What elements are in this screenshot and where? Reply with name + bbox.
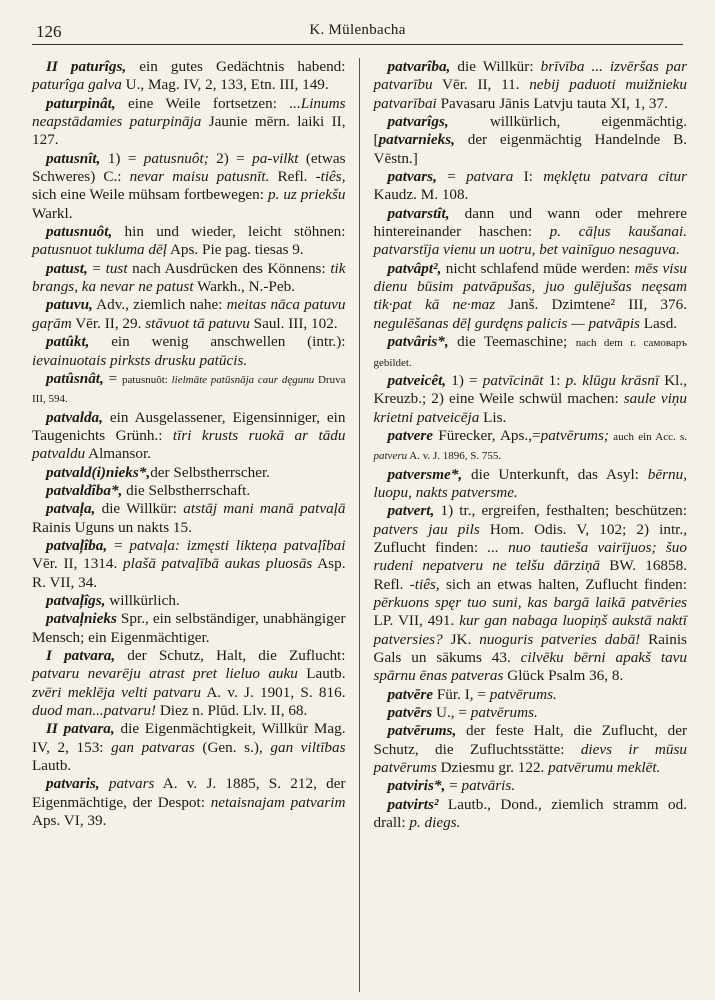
- definition-text: Asp. R. VII, 34.: [32, 555, 346, 591]
- dictionary-entry: [32, 647, 346, 720]
- dictionary-entry: [32, 409, 346, 464]
- note-example-text: patveru: [373, 450, 408, 463]
- example-text: patvērums;: [540, 426, 609, 444]
- example-text: patvīcināt: [482, 371, 544, 389]
- dictionary-entry: [32, 150, 346, 223]
- example-text: ...Linums neapstādamies paturpināja: [32, 94, 346, 131]
- definition-text: hin und wieder, leicht stöhnen:: [112, 223, 346, 241]
- definition-text: (Gen. s.),: [194, 738, 271, 756]
- definition-text: Spr., ein selbständiger, unabhängiger Mensch; ein Eigenmächtiger.: [32, 610, 346, 646]
- definition-text: JK.: [442, 630, 480, 648]
- definition-text: nach Ausdrücken des Könnens:: [127, 259, 331, 277]
- definition-text: =: [103, 369, 122, 387]
- dictionary-entry: [374, 58, 688, 113]
- dictionary-entry: [32, 464, 346, 482]
- example-text: p. klūgu krāsnī: [565, 371, 660, 389]
- example-text: tik brangs, ka nevar ne patust: [32, 259, 346, 296]
- headword: patvere: [387, 426, 434, 444]
- note-example-text: lielmāte patūsnāja caur dęgunu: [171, 373, 315, 386]
- example-text: zvēri meklēja velti patvaru: [32, 683, 201, 701]
- example-text: męklętu patvara citur: [543, 168, 687, 186]
- example-text: patvērums.: [470, 704, 538, 722]
- definition-text: Lis.: [479, 408, 507, 426]
- definition-text: willkürlich.: [105, 591, 180, 609]
- definition-text: der Selbstherrscher.: [150, 463, 270, 481]
- headword: patveicêt,: [387, 371, 447, 389]
- example-text: pērkuons spęr tuo suni, kas bargā laikā patvēries: [373, 593, 687, 611]
- headword: paturpinât,: [46, 94, 116, 112]
- headword: patvaļîgs,: [46, 591, 106, 609]
- definition-text: ein gutes Gedächtnis habend:: [126, 58, 346, 75]
- headword: patûsnât,: [46, 369, 104, 387]
- note-text: auch ein Acc. s.: [608, 430, 688, 443]
- dictionary-entry: [374, 205, 688, 260]
- example-text: patusnuôt;: [143, 149, 209, 167]
- dictionary-entry: [374, 686, 688, 704]
- dictionary-entry: [32, 296, 346, 333]
- definition-text: der feste Halt, die Zuflucht, der Schutz, die Zufluchtsstätte:: [373, 722, 687, 758]
- example-text: duod man...patvaru!: [32, 702, 157, 720]
- headword: patvaļnieks: [46, 610, 117, 628]
- definition-text: A. v. J. 1901, S. 816.: [200, 683, 346, 701]
- definition-text: Almansor.: [85, 445, 151, 463]
- example-text: ... nuo tautieša vairījuos; šuo rudeni nepatveru ne telšu dārziņā: [373, 538, 687, 575]
- dictionary-entry: [374, 260, 688, 333]
- example-text: kur gan nabaga luopiņš aukstā naktī patversies?: [373, 612, 687, 648]
- definition-text: Für. I, =: [433, 685, 490, 703]
- dictionary-entry: [32, 333, 346, 370]
- example-text: patvars: [108, 775, 155, 793]
- example-text: p. cāļus kaušanai. patvarstīja vienu un uotru, bet vainīguo nesaguva.: [373, 223, 687, 259]
- dictionary-entry: [374, 704, 688, 722]
- definition-text: [100, 775, 109, 792]
- definition-text: 2) =: [208, 149, 253, 167]
- headword: patvēre: [387, 685, 434, 703]
- headword: patvald(i)nieks*,: [46, 463, 151, 481]
- headword: patvērs: [387, 704, 433, 722]
- definition-text: Lautb.: [297, 665, 346, 683]
- example-text: negulēšanas dēļ gurdęns palicis — patvāpis: [373, 314, 640, 332]
- definition-text: dann und wann oder mehrere hintereinander haschen:: [373, 204, 687, 241]
- example-text: gan patvaras: [111, 738, 195, 756]
- dictionary-entry: [374, 502, 688, 685]
- example-text: dievs ir mūsu patvērums: [373, 740, 687, 777]
- example-text: p. uz priekšu: [267, 186, 346, 204]
- dictionary-entry: [32, 500, 346, 537]
- example-text: ievainuotais pirksts drusku patūcis.: [32, 351, 248, 369]
- example-text: patvers jau pils: [373, 520, 480, 538]
- example-text: meitas nāca patuvu gaŗām: [32, 296, 346, 332]
- definition-text: sich an etwas halten, Zuflucht finden:: [439, 575, 687, 593]
- definition-text: 1) =: [100, 149, 144, 167]
- example-text: patusnuot tukluma dēļ: [32, 241, 167, 259]
- example-text: -tiês,: [315, 168, 346, 186]
- example-text: tust: [105, 259, 128, 277]
- headword: II patvara,: [46, 720, 115, 738]
- definition-text: =: [107, 536, 130, 554]
- definition-text: Lautb.: [32, 757, 72, 775]
- definition-text: eine Weile fortsetzen:: [115, 94, 290, 112]
- headword: patvarnieks,: [378, 131, 455, 149]
- example-text: saule viņu krietni patveicēja: [373, 390, 687, 426]
- headword: patûkt,: [46, 333, 90, 351]
- example-text: cilvēku bērni apakš tavu spārnu ēnas patveras: [373, 649, 687, 685]
- example-text: pa-vilkt: [252, 149, 299, 167]
- dictionary-entry: [32, 260, 346, 297]
- definition-text: Diez n. Plūd. Llv. II, 68.: [156, 702, 308, 720]
- headword: patversme*,: [387, 465, 463, 483]
- definition-text: =: [87, 259, 106, 277]
- example-text: patvērumu meklēt.: [548, 759, 661, 777]
- example-text: nebij paduoti muižnieku patvarībai: [373, 76, 687, 112]
- definition-text: die Teemaschine;: [448, 333, 576, 351]
- example-text: bērnu, luopu, nakts patversme.: [373, 465, 687, 501]
- note-text: A. v. J. 1896, S. 755.: [407, 450, 502, 463]
- dictionary-entry: [374, 113, 688, 168]
- example-text: stāvuot tā patuvu: [145, 314, 250, 332]
- example-text: patvāris.: [461, 777, 516, 795]
- definition-text: ein wenig anschwellen (intr.):: [89, 333, 346, 351]
- dictionary-entry: [374, 466, 688, 503]
- example-text: patvara: [466, 168, 514, 186]
- headword: patvarîba,: [387, 58, 451, 75]
- definition-text: Vēr. II, 1314.: [32, 555, 123, 573]
- definition-text: nicht schlafend müde werden:: [441, 259, 635, 277]
- headword: II paturîgs,: [46, 58, 127, 75]
- dictionary-entry: [374, 796, 688, 833]
- definition-text: Fürecker, Aps.,=: [433, 426, 541, 444]
- dictionary-entry: [32, 95, 346, 150]
- definition-text: Rainis Gals un sākums 43.: [373, 630, 687, 666]
- definition-text: Rainis Uguns un nakts 15.: [32, 518, 192, 536]
- headword: patvars,: [387, 168, 437, 186]
- page-header: [32, 22, 683, 45]
- headword: patvarstît,: [387, 204, 450, 222]
- dictionary-entry: [32, 537, 346, 592]
- dictionary-entry: [32, 610, 346, 647]
- dictionary-entry: [32, 592, 346, 610]
- dictionary-entry: [374, 168, 688, 205]
- definition-text: die Eigenmächtigkeit, Willkür Mag. IV, 2, 153:: [32, 720, 346, 756]
- definition-text: Lautb., Dond., ziemlich stramm od. drall:: [373, 795, 687, 832]
- dictionary-entry: [32, 720, 346, 775]
- definition-text: 1) =: [446, 371, 483, 389]
- definition-text: A. v. J. 1885, S. 212, der Eigenmächtige, der Despot:: [32, 775, 346, 811]
- definition-text: Kaudz. M. 108.: [373, 186, 469, 204]
- dictionary-entry: [32, 482, 346, 500]
- dictionary-columns: [32, 58, 687, 992]
- headword: patusnît,: [46, 149, 101, 167]
- left-column: [32, 58, 360, 992]
- headword: I patvara,: [46, 647, 116, 664]
- definition-text: der eigenmächtig Handelnde B. Vēstn.]: [373, 131, 687, 167]
- dictionary-entry: [32, 775, 346, 830]
- definition-text: die Selbstherrschaft.: [122, 481, 251, 499]
- definition-text: Kl., Kreuzb.; 2) eine Weile schwül machen:: [373, 371, 687, 408]
- headword: patust,: [46, 259, 88, 277]
- headword: patvalda,: [46, 408, 103, 426]
- definition-text: U., Mag. IV, 2, 133, Etn. III, 149.: [121, 76, 329, 94]
- headword: patvâpt²,: [387, 259, 442, 277]
- example-text: nuoguris patveries dabā!: [479, 630, 641, 648]
- headword: patvaris,: [46, 775, 100, 793]
- example-text: -tiês,: [409, 575, 440, 593]
- definition-text: Dziesmu gr. 122.: [436, 759, 549, 777]
- definition-text: =: [436, 168, 467, 186]
- definition-text: sich eine Weile mühsam fortbewegen:: [32, 186, 268, 204]
- example-text: patvaļa: izmęsti likteņa patvaļîbai: [129, 536, 346, 554]
- definition-text: ein Ausgelassener, Eigensinniger, ein Taugenichts Grünh.:: [32, 408, 346, 444]
- headword: patuvu,: [46, 296, 93, 314]
- definition-text: Refl.: [269, 168, 316, 186]
- note-text: nach dem r. самоваръ gebildet.: [373, 337, 687, 369]
- definition-text: U., =: [432, 704, 471, 722]
- example-text: gan viltības: [270, 738, 346, 756]
- definition-text: die Unterkunft, das Asyl:: [462, 465, 648, 483]
- dictionary-entry: [32, 58, 346, 95]
- example-text: netaisnajam patvarim: [210, 793, 346, 811]
- dictionary-entry: [374, 722, 688, 777]
- definition-text: Glück Psalm 36, 8.: [503, 667, 624, 685]
- definition-text: Warkl.: [32, 204, 73, 222]
- headword: patvert,: [387, 502, 435, 520]
- definition-text: BW. 16858. Refl.: [373, 557, 687, 593]
- headword: patvaļa,: [46, 500, 96, 518]
- headword: patvaldîba*,: [46, 481, 123, 499]
- example-text: mēs visu dienu būsim patvāpušas, juo gulējušas neęsam tik·pat kā ne·maz: [373, 259, 687, 314]
- example-text: nevar maisu patusnīt.: [129, 168, 270, 186]
- dictionary-entry: [374, 777, 688, 795]
- example-text: p. diegs.: [409, 814, 461, 832]
- example-text: plašā patvaļībā aukas pluosās: [123, 555, 313, 573]
- definition-text: willkürlich, eigenmächtig. [: [373, 113, 687, 149]
- definition-text: der Schutz, Halt, die Zuflucht:: [115, 647, 346, 664]
- definition-text: die Willkür:: [450, 58, 541, 75]
- headword: patvirts²: [387, 795, 439, 813]
- headword: patvaļîba,: [46, 536, 108, 554]
- running-head: K. Mülenbacha: [309, 22, 406, 38]
- headword: patvâris*,: [387, 333, 449, 351]
- example-text: atstāj mani manā patvaļā: [183, 500, 346, 518]
- definition-text: die Willkür:: [95, 500, 184, 518]
- dictionary-entry: [32, 370, 346, 409]
- page-number: 126: [36, 22, 62, 41]
- example-text: brīvība ... izvēršas par patvarību: [373, 58, 687, 94]
- definition-text: (etwas Schweres) C.:: [32, 149, 346, 186]
- example-text: patvērums.: [489, 685, 557, 703]
- dictionary-entry: [374, 427, 688, 466]
- definition-text: I:: [513, 168, 544, 186]
- definition-text: Saul. III, 102.: [249, 314, 338, 332]
- right-column: [360, 58, 688, 992]
- definition-text: Adv., ziemlich nahe:: [92, 296, 227, 314]
- definition-text: =: [445, 777, 462, 795]
- example-text: paturîga galva: [32, 76, 122, 94]
- headword: patusnuôt,: [46, 223, 113, 241]
- headword: patvarîgs,: [387, 113, 449, 131]
- note-text: Druva III, 594.: [32, 373, 346, 406]
- definition-text: 1:: [543, 371, 566, 389]
- definition-text: Warkh., N.-Peb.: [193, 278, 295, 296]
- definition-text: Hom. Odis. V, 102; 2) intr., Zuflucht finden:: [373, 520, 687, 556]
- definition-text: Aps. Pie pag. tiesas 9.: [167, 241, 304, 259]
- definition-text: Vēr. II, 11.: [432, 76, 530, 94]
- definition-text: Pavasaru Jānis Latvju tauta XI, 1, 37.: [436, 94, 668, 112]
- definition-text: Aps. VI, 39.: [32, 812, 107, 830]
- dictionary-entry: [32, 223, 346, 260]
- definition-text: Janš. Dzimtene² III, 376.: [495, 296, 687, 314]
- definition-text: Lasd.: [639, 314, 678, 332]
- note-text: patusnuôt:: [122, 373, 172, 386]
- dictionary-entry: [374, 372, 688, 427]
- example-text: patvaru nevarēju atrast pret lieluo auku: [32, 665, 298, 683]
- dictionary-entry: [374, 333, 688, 372]
- definition-text: 1) tr., ergreifen, festhalten; beschützen:: [434, 502, 687, 520]
- definition-text: Vēr. II, 29.: [71, 314, 146, 332]
- definition-text: LP. VII, 491.: [373, 612, 460, 630]
- headword: patvērums,: [387, 722, 457, 740]
- example-text: tīri krusts ruokā ar tādu patvaldu: [32, 426, 346, 463]
- headword: patviris*,: [387, 777, 446, 795]
- definition-text: Jaunie mērn. laiki II, 127.: [32, 113, 346, 149]
